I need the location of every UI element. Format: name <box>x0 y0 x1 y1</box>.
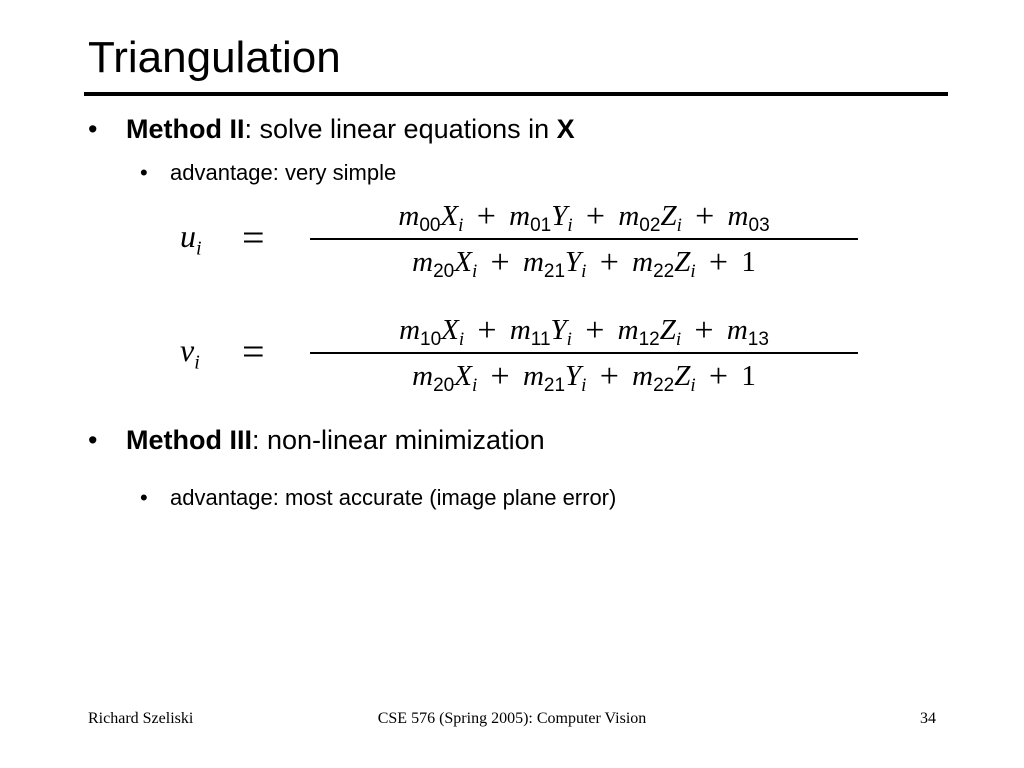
equals-sign: = <box>242 329 265 374</box>
equation-v-lhs: $v_i$ <box>180 332 200 374</box>
method-ii-label: Method II <box>126 114 245 144</box>
method-ii-text: : solve linear equations in <box>244 114 557 144</box>
title-rule <box>84 92 948 96</box>
fraction-bar <box>310 352 858 354</box>
footer-page-number: 34 <box>920 710 936 727</box>
sub-bullet-simple-text: advantage: very simple <box>170 160 397 185</box>
equation-u-lhs: $u_i$ <box>180 218 202 260</box>
bullet-dot: • <box>140 160 148 185</box>
footer-author: Richard Szeliski <box>88 710 194 727</box>
equation-u-fraction <box>310 196 858 282</box>
bullet-method-ii <box>88 112 575 146</box>
fraction-bar <box>310 238 858 240</box>
footer-course: CSE 576 (Spring 2005): Computer Vision <box>377 710 647 727</box>
equation-u-denominator: $m_{20}X_i + m_{21}Y_i + m_{22}Z_i + 1$ <box>412 244 756 282</box>
equation-v-fraction <box>310 310 858 396</box>
sub-bullet-accurate <box>140 484 616 512</box>
bullet-dot: • <box>88 425 98 455</box>
equation-v-numerator: $m_{10}X_i + m_{11}Y_i + m_{12}Z_i + m_{13}$ <box>399 312 769 350</box>
bullet-method-iii <box>88 423 545 457</box>
sub-bullet-accurate-text: advantage: most accurate (image plane error) <box>170 485 617 510</box>
method-ii-var: X <box>556 114 575 144</box>
equals-sign: = <box>242 215 265 260</box>
slide-title: Triangulation <box>88 33 341 82</box>
method-iii-text: : non-linear minimization <box>251 425 545 455</box>
equation-v-denominator: $m_{20}X_i + m_{21}Y_i + m_{22}Z_i + 1$ <box>412 358 756 396</box>
bullet-dot: • <box>88 114 98 144</box>
equation-u-numerator: $m_{00}X_i + m_{01}Y_i + m_{02}Z_i + m_{03}$ <box>398 198 770 236</box>
method-iii-label: Method III <box>126 425 252 455</box>
sub-bullet-simple <box>140 159 396 187</box>
bullet-dot: • <box>140 485 148 510</box>
